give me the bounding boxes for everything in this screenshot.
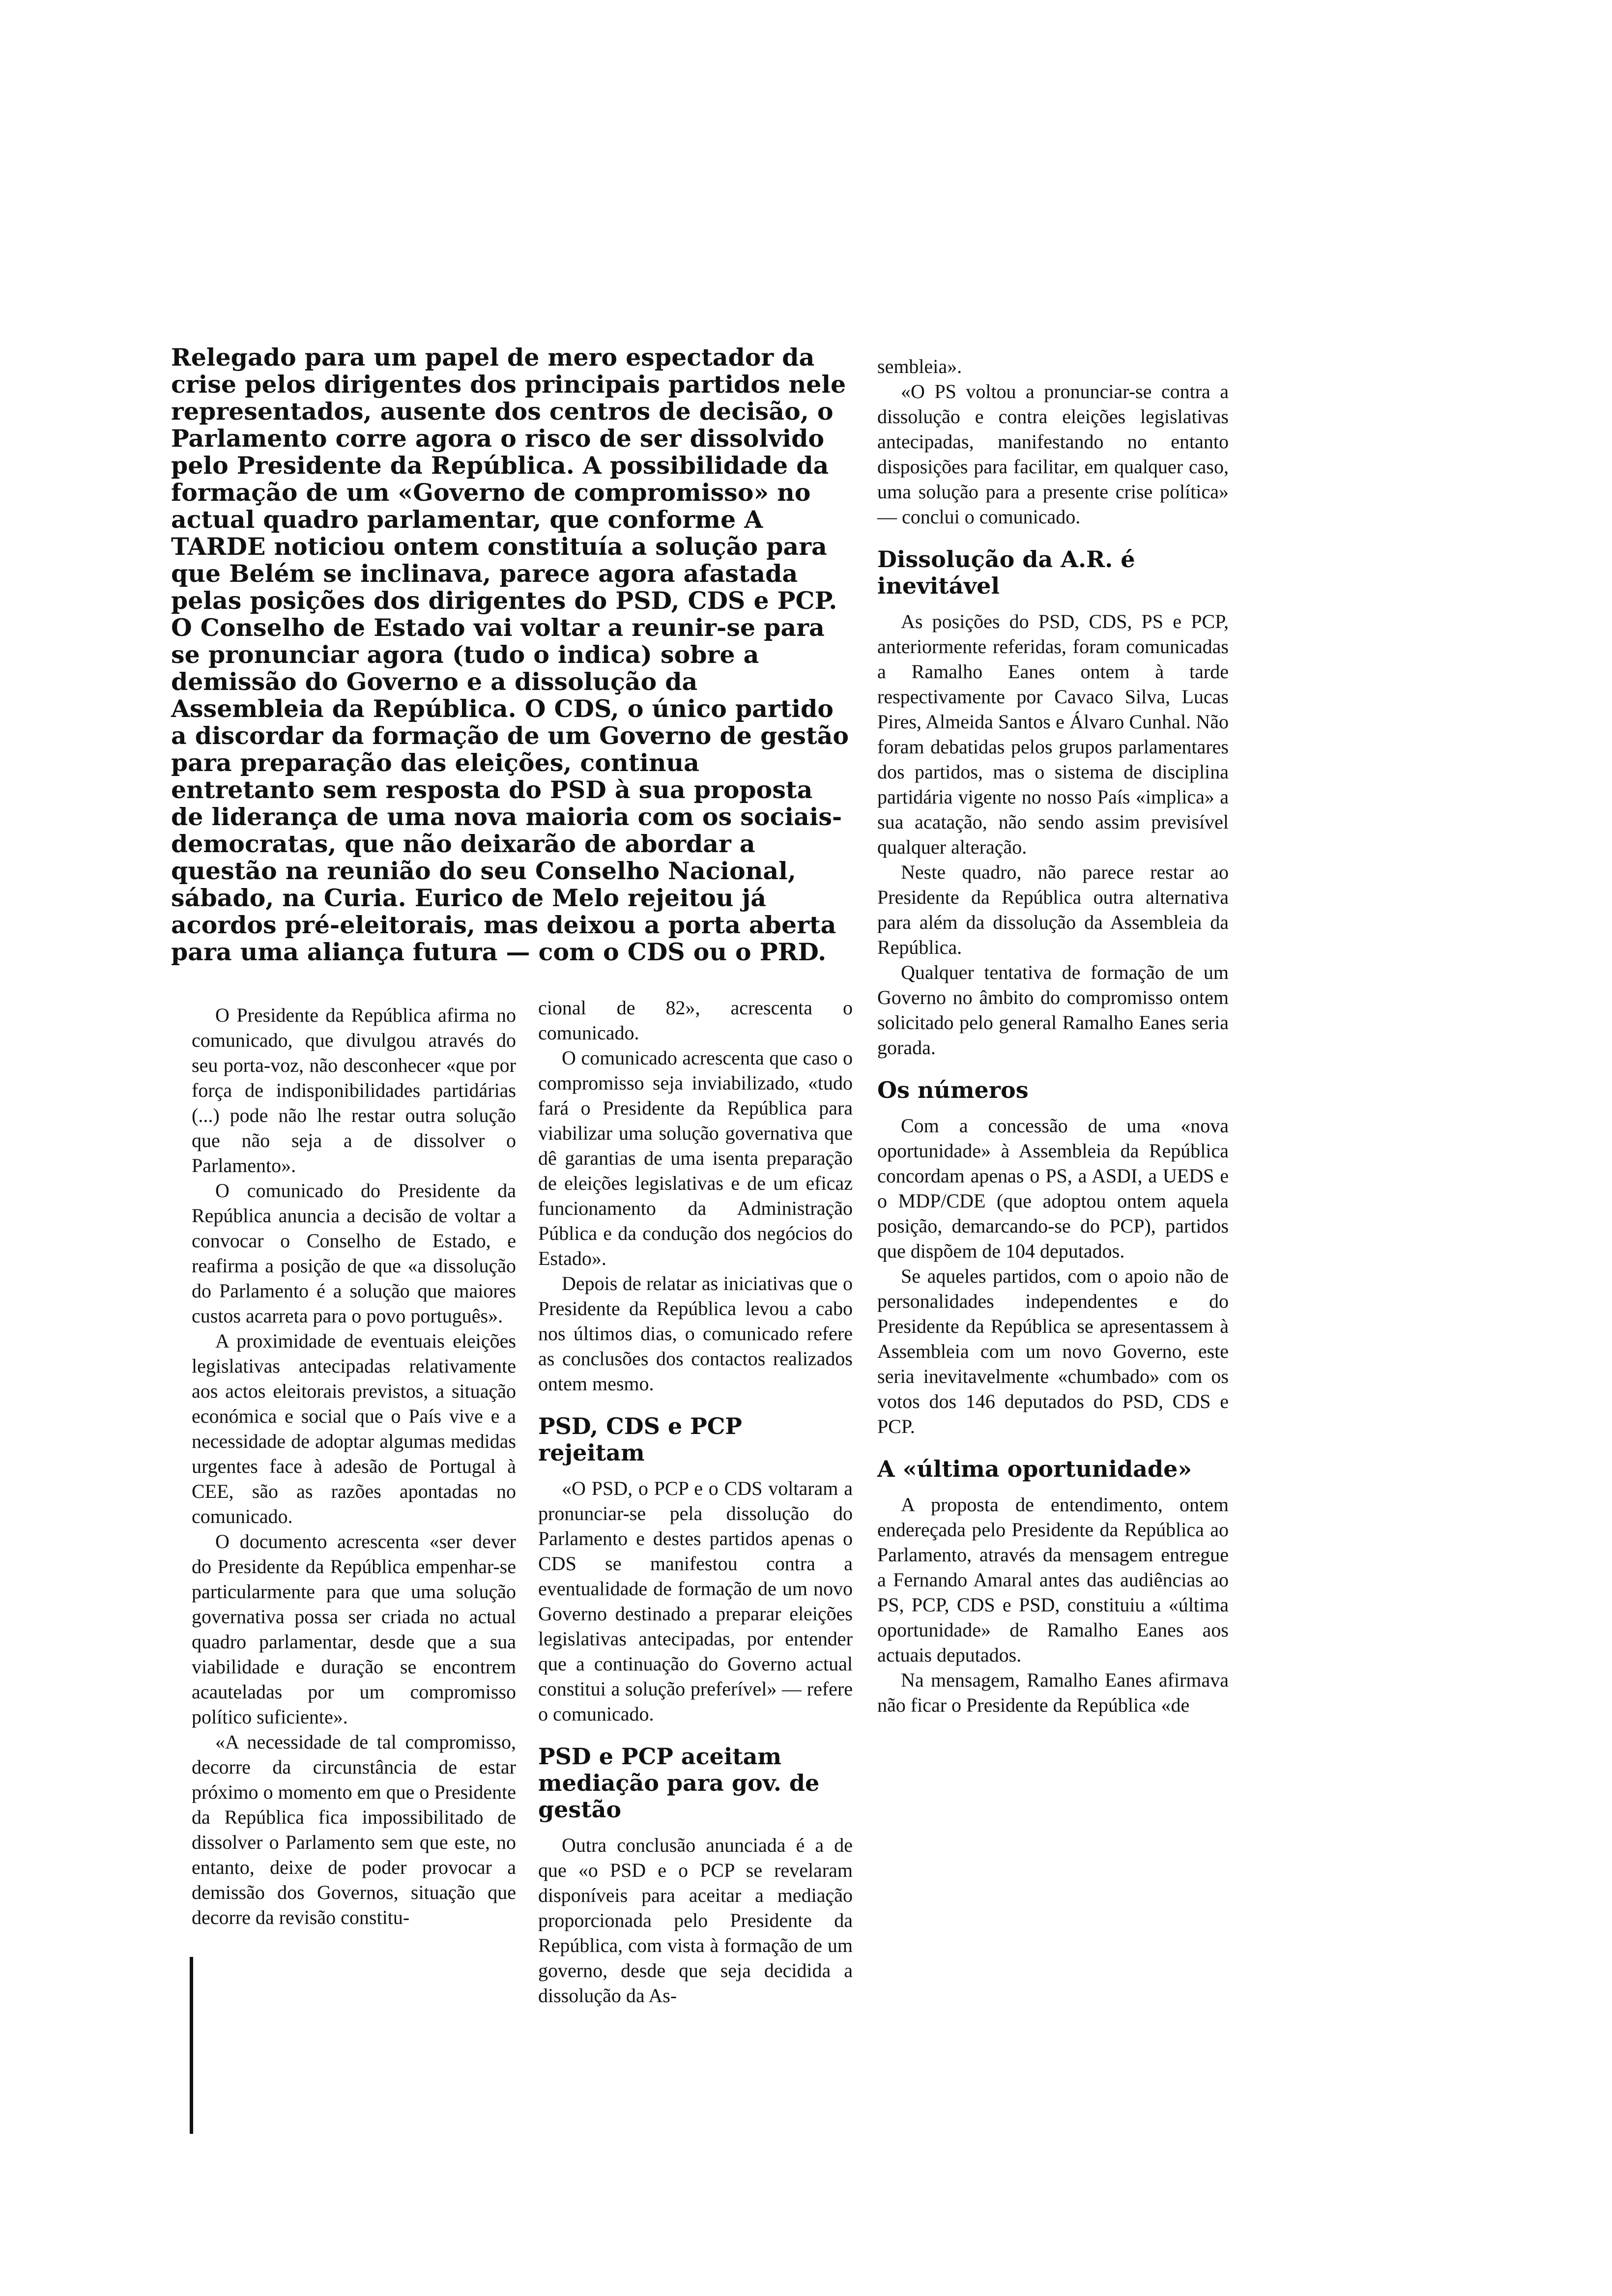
body-paragraph: O comunicado acrescenta que caso o compromisso seja inviabilizado, «tudo fará o Presidente da República para viabilizar uma solução governativa que dê garantias de uma isenta preparação de eleições legislativas e de um eficaz funcionamento da Administração Pública e da condução dos negócios do Estado». <box>538 1047 853 1269</box>
body-paragraph: Qualquer tentativa de formação de um Governo no âmbito do compromisso ontem solicitado pelo general Ramalho Eanes seria gorada. <box>877 961 1229 1059</box>
body-paragraph: Na mensagem, Ramalho Eanes afirmava não ficar o Presidente da República «de <box>877 1669 1229 1716</box>
body-paragraph: O comunicado do Presidente da República anuncia a decisão de voltar a convocar o Conselho de Estado, e reafirma a posição de que «a dissolução do Parlamento é a solução que maiores custos acarreta para o povo português». <box>192 1179 516 1327</box>
column-2 <box>538 995 853 2008</box>
column-1 <box>192 1003 516 1930</box>
body-paragraph-continued: sembleia». <box>877 355 962 377</box>
body-paragraph: «A necessidade de tal compromisso, decorre da circunstância de estar próximo o momento em que o Presidente da República fica impossibilitado de dissolver o Parlamento sem que este, no entanto, deixe de poder provocar a demissão dos Governos, situação que decorre da revisão constitu- <box>192 1731 516 1928</box>
subheading-os-numeros: Os números <box>877 1077 1029 1103</box>
column-3 <box>877 354 1229 1718</box>
subheading-psd-cds-pcp-rejeitam: PSD, CDS e PCP rejeitam <box>538 1413 742 1466</box>
body-paragraph: O Presidente da República afirma no comunicado, que divulgou através do seu porta-voz, não desconhecer «que por força de indisponibilidades partidárias (...) pode não lhe restar outra solução que não seja a de dissolver o Parlamento». <box>192 1004 516 1177</box>
lead-paragraph: Relegado para um papel de mero espectador da crise pelos dirigentes dos principais partidos nele representados, ausente dos centros de decisão, o Parlamento corre agora o risco de ser dissolvido pelo Presidente da República. A possibilidade da formação de um «Governo de compromisso» no actual quadro parlamentar, que conforme A TARDE noticiou ontem constituía a solução para que Belém se inclinava, parece agora afastada pelas posições dos dirigentes do PSD, CDS e PCP. O Conselho de Estado vai voltar a reunir-se para se pronunciar agora (tudo o indica) sobre a demissão do Governo e a dissolução da Assembleia da República. O CDS, o único partido a discordar da formação de um Governo de gestão para preparação das eleições, continua entretanto sem resposta do PSD à sua proposta de liderança de uma nova maioria com os sociais-democratas, que não deixarão de abordar a questão na reunião do seu Conselho Nacional, sábado, na Curia. Eurico de Melo rejeitou já acordos pré-eleitorais, mas deixou a porta aberta para uma aliança futura — com o CDS ou o PRD. <box>171 343 849 966</box>
body-paragraph: «O PS voltou a pronunciar-se contra a dissolução e contra eleições legislativas antecipadas, manifestando no entanto disposições para facilitar, em qualquer caso, uma solução para a presente crise política» — conclui o comunicado. <box>877 380 1229 528</box>
body-paragraph: Se aqueles partidos, com o apoio não de personalidades independentes e do Presidente da República se apresentassem à Assembleia com um novo Governo, este seria inevitavelmente «chumbado» com os votos dos 146 deputados do PSD, CDS e PCP. <box>877 1265 1229 1437</box>
subheading-ultima-oportunidade: A «última oportunidade» <box>877 1456 1192 1482</box>
body-paragraph: Depois de relatar as iniciativas que o Presidente da República levou a cabo nos últimos dias, o comunicado refere as conclusões dos contactos realizados ontem mesmo. <box>538 1272 853 1395</box>
subheading-dissolucao-inevitavel: Dissolução da A.R. é inevitável <box>877 546 1135 599</box>
margin-mark <box>190 1957 193 2134</box>
body-paragraph: As posições do PSD, CDS, PS e PCP, anteriormente referidas, foram comunicadas a Ramalho Eanes ontem à tarde respectivamente por Cavaco Silva, Lucas Pires, Almeida Santos e Álvaro Cunhal. Não foram debatidas pelos grupos parlamentares dos partidos, mas o sistema de disciplina partidária vigente no nosso País «implica» a sua acatação, não sendo assim previsível qualquer alteração. <box>877 610 1229 858</box>
body-paragraph: O documento acrescenta «ser dever do Presidente da República empenhar-se particularmente para que uma solução governativa possa ser criada no actual quadro parlamentar, desde que a sua viabilidade e duração se encontrem acauteladas por um compromisso político suficiente». <box>192 1530 516 1728</box>
body-paragraph: Outra conclusão anunciada é a de que «o PSD e o PCP se revelaram disponíveis para aceitar a mediação proporcionada pelo Presidente da República, com vista à formação de um governo, desde que seja decidida a dissolução da As- <box>538 1834 853 2007</box>
body-paragraph: A proximidade de eventuais eleições legislativas antecipadas relativamente aos actos eleitorais previstos, a situação económica e social que o País vive e a necessidade de adoptar algumas medidas urgentes face à adesão de Portugal à CEE, são as razões apontadas no comunicado. <box>192 1330 516 1527</box>
body-paragraph: Com a concessão de uma «nova oportunidade» à Assembleia da República concordam apenas o PS, a ASDI, a UEDS e o MDP/CDE (que adoptou ontem aquela posição, demarcando-se do PCP), partidos que dispõem de 104 deputados. <box>877 1115 1229 1262</box>
subheading-psd-pcp-aceitam-mediacao: PSD e PCP aceitam mediação para gov. de gestão <box>538 1743 820 1823</box>
body-paragraph: A proposta de entendimento, ontem endereçada pelo Presidente da República ao Parlamento, através da mensagem entregue a Fernando Amaral antes das audiências ao PS, PCP, CDS e PSD, constituiu a «última oportunidade» de Ramalho Eanes aos actuais deputados. <box>877 1493 1229 1666</box>
body-paragraph: Neste quadro, não parece restar ao Presidente da República outra alternativa para além da dissolução da Assembleia da República. <box>877 861 1229 958</box>
body-paragraph: «O PSD, o PCP e o CDS voltaram a pronunciar-se pela dissolução do Parlamento e destes partidos apenas o CDS se manifestou contra a eventualidade de formação de um novo Governo destinado a preparar eleições legislativas antecipadas, por entender que a continuação do Governo actual constitui a solução preferível» — refere o comunicado. <box>538 1477 853 1725</box>
body-paragraph-continued: cional de 82», acrescenta o comunicado. <box>538 997 853 1044</box>
